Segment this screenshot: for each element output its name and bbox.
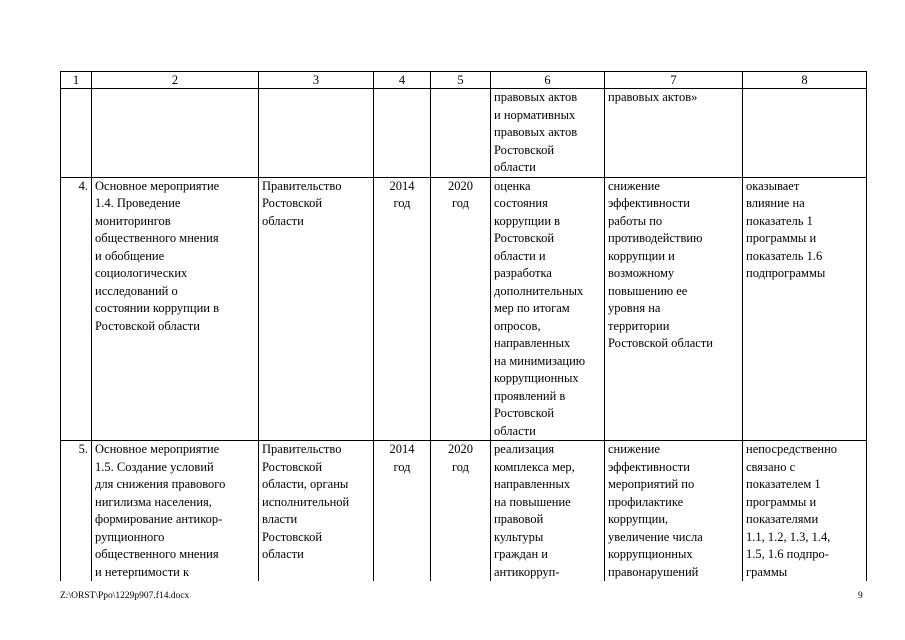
end-year [431,89,491,178]
row-number [61,89,92,178]
indicator-relation: оказывает влияние на показатель 1 программы и показатель 1.6 подпрограммы [743,177,867,441]
start-year: 2014 год [374,177,431,441]
measure-name: Основное мероприятие 1.5. Создание условий для снижения правового нигилизма населения, формирование антикор- рупционного общественного мнения и нетерпимости к [92,441,259,582]
table-row [61,441,867,582]
footer-page-number: 9 [858,591,863,601]
end-year: 2020 год [431,441,491,582]
measure-name: Основное мероприятие 1.4. Проведение мониторингов общественного мнения и обобщение социологических исследований о состоянии коррупции в Ростовской области [92,177,259,441]
expected-result: реализация комплекса мер, направленных на повышение правовой культуры граждан и антикорруп- [491,441,605,582]
footer-file-path: Z:\ORST\Ppo\1229p907.f14.docx [60,591,190,601]
header-col-1: 1 [61,72,92,89]
header-col-6: 6 [491,72,605,89]
indicator-relation: непосредственно связано с показателем 1 программы и показателями 1.1, 1.2, 1.3, 1.4, 1.5, 1.6 подпро- граммы [743,441,867,582]
row-number: 4. [61,177,92,441]
start-year [374,89,431,178]
header-col-4: 4 [374,72,431,89]
executor: Правительство Ростовской области, органы исполнительной власти Ростовской области [259,441,374,582]
expected-result: правовых актов и нормативных правовых актов Ростовской области [491,89,605,178]
executor [259,89,374,178]
end-year: 2020 год [431,177,491,441]
header-col-2: 2 [92,72,259,89]
header-col-3: 3 [259,72,374,89]
consequences: правовых актов» [605,89,743,178]
header-row [61,72,867,89]
measures-table [60,71,867,581]
executor: Правительство Ростовской области [259,177,374,441]
header-col-5: 5 [431,72,491,89]
header-col-8: 8 [743,72,867,89]
indicator-relation [743,89,867,178]
table-row [61,177,867,441]
table-row [61,89,867,178]
consequences: снижение эффективности мероприятий по профилактике коррупции, увеличение числа коррупционных правонарушений [605,441,743,582]
header-col-7: 7 [605,72,743,89]
row-number: 5. [61,441,92,582]
start-year: 2014 год [374,441,431,582]
expected-result: оценка состояния коррупции в Ростовской области и разработка дополнительных мер по итогам опросов, направленных на минимизацию коррупционных проявлений в Ростовской области [491,177,605,441]
consequences: снижение эффективности работы по противодействию коррупции и возможному повышению ее уровня на территории Ростовской области [605,177,743,441]
measure-name [92,89,259,178]
